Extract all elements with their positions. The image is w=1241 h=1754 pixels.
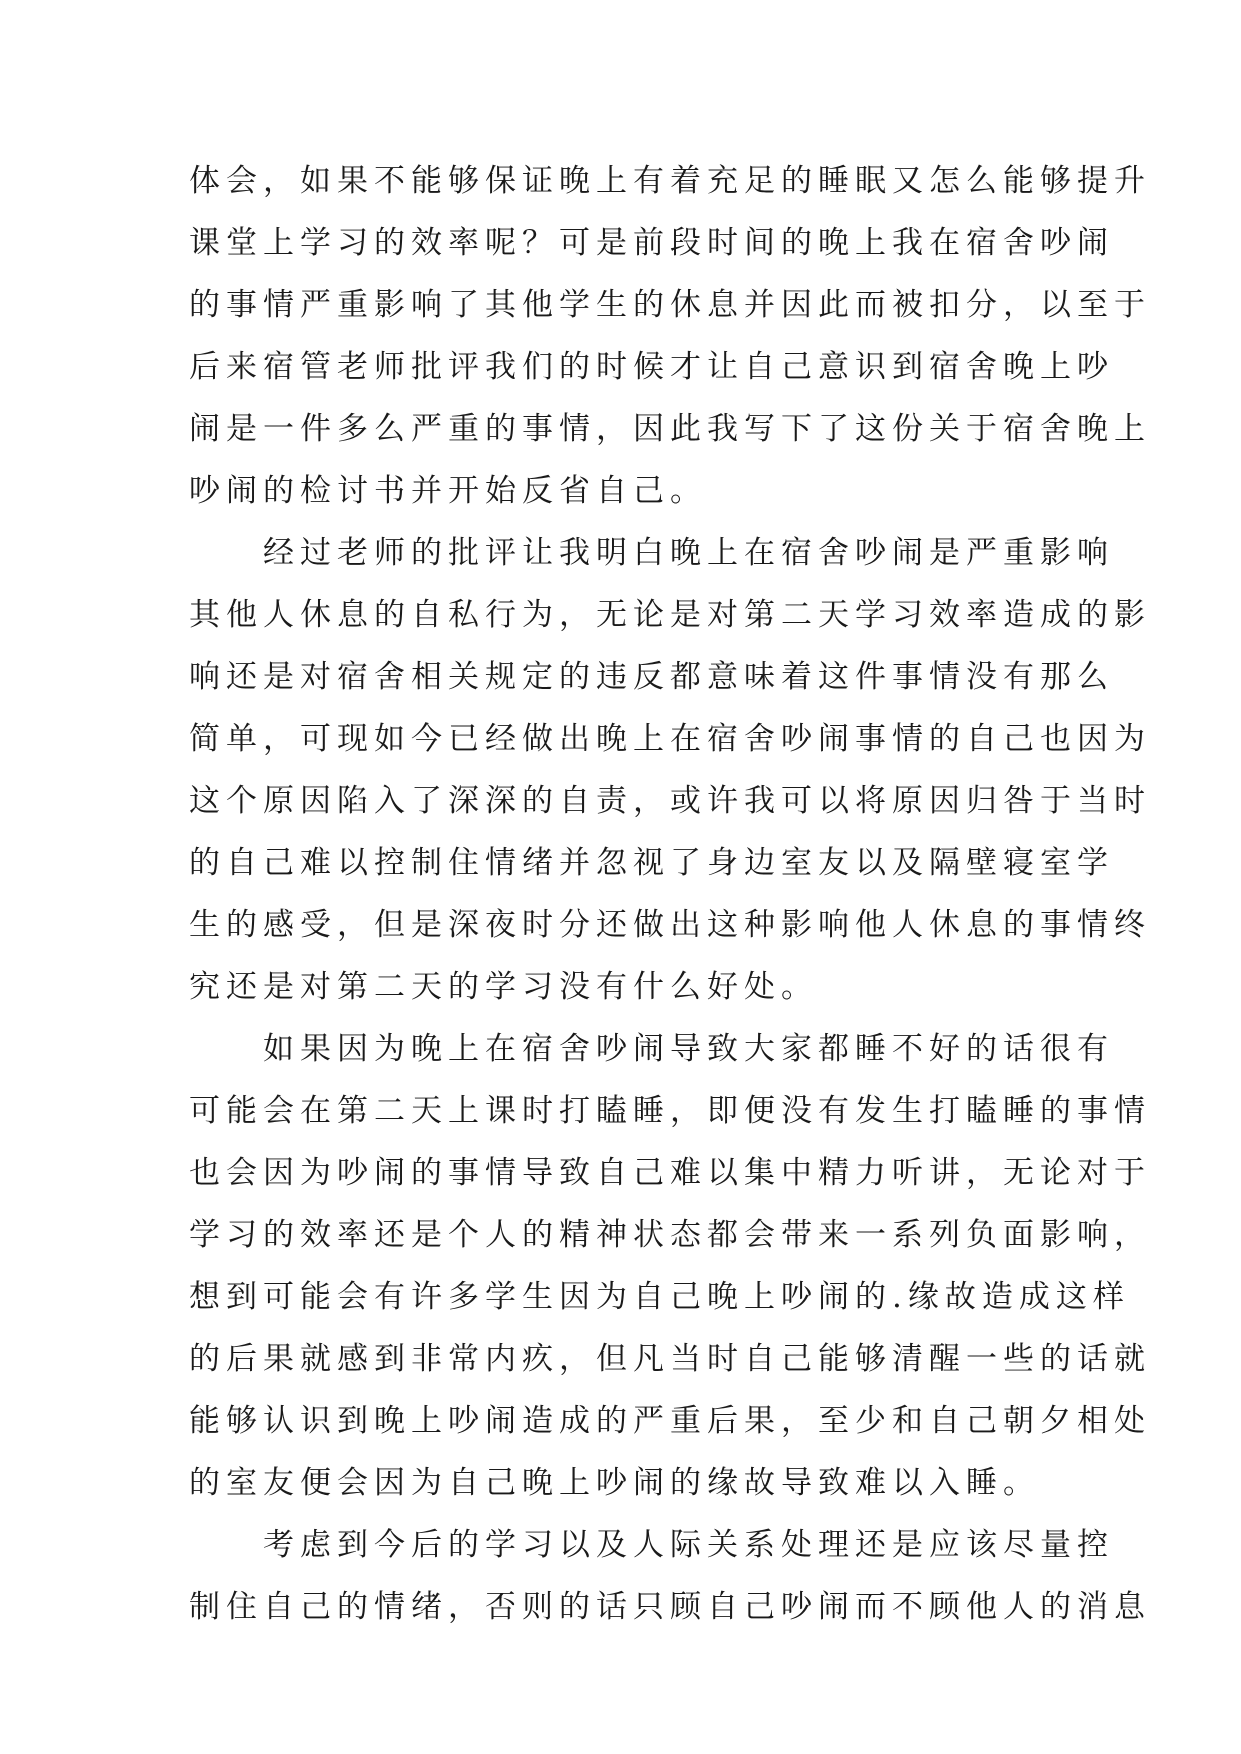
text-line: 也会因为吵闹的事情导致自己难以集中精力听讲，无论对于 bbox=[189, 1155, 1151, 1191]
text-line: 其他人休息的自私行为，无论是对第二天学习效率造成的影 bbox=[189, 597, 1151, 633]
text-line: 课堂上学习的效率呢？可是前段时间的晚上我在宿舍吵闹 bbox=[189, 225, 1114, 261]
text-line: 吵闹的检讨书并开始反省自己。 bbox=[189, 473, 707, 509]
paragraph-start-line: 考虑到今后的学习以及人际关系处理还是应该尽量控 bbox=[263, 1527, 1114, 1563]
text-line: 想到可能会有许多学生因为自己晚上吵闹的.缘故造成这样 bbox=[189, 1279, 1130, 1315]
text-line: 闹是一件多么严重的事情，因此我写下了这份关于宿舍晚上 bbox=[189, 411, 1151, 447]
text-line: 究还是对第二天的学习没有什么好处。 bbox=[189, 969, 818, 1005]
text-line: 这个原因陷入了深深的自责，或许我可以将原因归咎于当时 bbox=[189, 783, 1151, 819]
text-line: 响还是对宿舍相关规定的违反都意味着这件事情没有那么 bbox=[189, 659, 1114, 695]
paragraph-start-line: 经过老师的批评让我明白晚上在宿舍吵闹是严重影响 bbox=[263, 535, 1114, 571]
text-line: 可能会在第二天上课时打瞌睡，即便没有发生打瞌睡的事情 bbox=[189, 1093, 1151, 1129]
text-line: 简单，可现如今已经做出晚上在宿舍吵闹事情的自己也因为 bbox=[189, 721, 1151, 757]
text-line: 的事情严重影响了其他学生的休息并因此而被扣分，以至于 bbox=[189, 287, 1151, 323]
text-line: 的后果就感到非常内疚，但凡当时自己能够清醒一些的话就 bbox=[189, 1341, 1151, 1377]
text-line: 制住自己的情绪，否则的话只顾自己吵闹而不顾他人的消息 bbox=[189, 1589, 1151, 1625]
text-line: 的自己难以控制住情绪并忽视了身边室友以及隔壁寝室学 bbox=[189, 845, 1114, 881]
text-line: 后来宿管老师批评我们的时候才让自己意识到宿舍晚上吵 bbox=[189, 349, 1114, 385]
text-line: 的室友便会因为自己晚上吵闹的缘故导致难以入睡。 bbox=[189, 1465, 1040, 1501]
text-line: 体会，如果不能够保证晚上有着充足的睡眠又怎么能够提升 bbox=[189, 163, 1151, 199]
text-line: 能够认识到晚上吵闹造成的严重后果，至少和自己朝夕相处 bbox=[189, 1403, 1151, 1439]
text-line: 学习的效率还是个人的精神状态都会带来一系列负面影响， bbox=[189, 1217, 1151, 1253]
paragraph-start-line: 如果因为晚上在宿舍吵闹导致大家都睡不好的话很有 bbox=[263, 1031, 1114, 1067]
document-body bbox=[189, 150, 1151, 1638]
text-line: 生的感受，但是深夜时分还做出这种影响他人休息的事情终 bbox=[189, 907, 1151, 943]
